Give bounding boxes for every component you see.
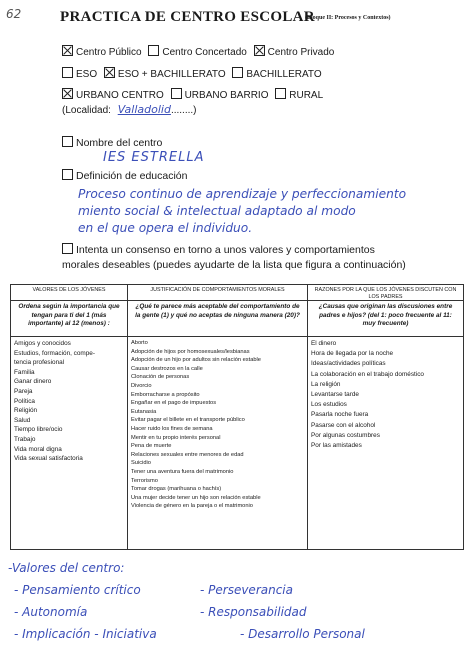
option-label: Centro Privado [267, 47, 335, 58]
table-item: Adopción de hijos por homosexuales/lesbianas [131, 348, 250, 355]
option-label: ESO [76, 69, 98, 80]
table-item: El dinero [311, 340, 337, 347]
option-label: URBANO CENTRO [76, 90, 164, 101]
table-item: Hacer ruido los fines de semana [131, 425, 213, 432]
table-item: Los estudios [311, 401, 347, 409]
consenso-line-1: Intenta un consenso en torno a unos valores y comportamientos [76, 244, 375, 256]
table-item: Aborto [131, 340, 148, 346]
valor-left-1: - Pensamiento crítico [14, 583, 141, 597]
option-label: Centro Público [76, 47, 142, 58]
definicion-checkbox-row[interactable] [62, 169, 188, 182]
table-item: Trabajo [14, 435, 36, 443]
table-item: Familia [14, 368, 35, 376]
table-item: Eutanasia [131, 408, 157, 415]
table-item: Pena de muerte [131, 443, 172, 450]
localidad-value[interactable]: Valladolid [117, 103, 171, 116]
option-label: ESO + BACHILLERATO [117, 69, 226, 80]
level-options [62, 67, 326, 80]
table-item: Religión [14, 407, 38, 415]
table-item: Una mujer decide tener un hijo son relación estable [131, 494, 261, 501]
table-item: Mentir en tu propio interés personal [131, 434, 221, 441]
option-label: Centro Concertado [162, 47, 247, 58]
option-eso[interactable] [62, 69, 97, 80]
table-item: Tener una aventura fuera del matrimonio [131, 468, 234, 475]
table-item: Vida sexual satisfactoria [14, 455, 83, 463]
table-item: Engañar en el pago de impuestos [131, 400, 217, 407]
table-item: Evitar pagar el billete en el transporte público [131, 417, 245, 424]
table-item: Terrorismo [131, 477, 158, 484]
location-options [62, 88, 327, 101]
column-items [128, 337, 307, 513]
consenso-line-2: morales deseables (puedes ayudarte de la lista que figura a continuación) [62, 259, 406, 271]
option-bachillerato[interactable] [232, 69, 321, 80]
checkbox-icon[interactable] [275, 88, 286, 99]
checkbox-icon[interactable] [148, 45, 159, 56]
nombre-label: Nombre del centro [76, 137, 163, 149]
center-type-options [62, 45, 338, 58]
checkbox-checked-icon[interactable] [62, 45, 73, 56]
table-item: Causar destrozos en la calle [131, 365, 203, 372]
nombre-value[interactable]: IES ESTRELLA [103, 150, 205, 165]
table-column-arguments [308, 285, 463, 549]
table-item: Pasarla noche fuera [311, 411, 369, 419]
table-item: Política [14, 397, 35, 405]
page-number: 62 [6, 7, 22, 21]
table-item: Relaciones sexuales entre menores de edad [131, 451, 244, 458]
page-subtitle: (Bloque II: Procesos y Contextos) [305, 15, 391, 21]
option-urbano-barrio[interactable] [171, 90, 269, 101]
column-question: Ordena según la importancia que tengan para ti del 1 (más importante) al 12 (menos) : [11, 301, 127, 337]
column-question: ¿Qué te parece más aceptable del comportamiento de la gente (1) y qué no aceptas de ninguna manera (20)? [128, 301, 307, 337]
table-item: Pareja [14, 387, 33, 395]
column-items [308, 337, 463, 453]
table-item: Vida moral digna [14, 445, 62, 453]
option-urbano-centro[interactable] [62, 90, 164, 101]
option-centro-privado[interactable] [254, 47, 335, 58]
checkbox-icon[interactable] [171, 88, 182, 99]
consenso-checkbox-row[interactable] [62, 243, 375, 256]
table-item: Tiempo libre/ocio [14, 426, 63, 434]
option-rural[interactable] [275, 90, 323, 101]
table-item: Clonación de personas [131, 374, 190, 381]
values-table [10, 284, 464, 550]
table-item: Por las amistades [311, 442, 362, 450]
option-centro-concertado[interactable] [148, 47, 247, 58]
valor-left-3: - Implicación - Iniciativa [14, 627, 157, 641]
localidad-end: ........) [170, 105, 197, 116]
table-item: Adopción de un hijo por adultos sin relación estable [131, 357, 261, 364]
table-column-behaviours [128, 285, 308, 549]
table-column-values [11, 285, 128, 549]
table-item: Violencia de género en la pareja o el matrimonio [131, 503, 253, 510]
table-item: Divorcio [131, 382, 152, 389]
page-title: PRACTICA DE CENTRO ESCOLAR [60, 9, 315, 25]
definicion-line-3[interactable]: en el que opera el individuo. [78, 221, 253, 235]
column-items [11, 337, 127, 466]
table-item: tencia profesional [14, 359, 65, 367]
column-header: RAZONES POR LA QUE LOS JÓVENES DISCUTEN CON LOS PADRES [308, 285, 463, 301]
table-item: Por algunas costumbres [311, 431, 380, 439]
localidad-label: (Localidad: [62, 105, 111, 116]
column-header: JUSTIFICACIÓN DE COMPORTAMIENTOS MORALES [128, 285, 307, 301]
option-label: BACHILLERATO [246, 69, 322, 80]
option-centro-publico[interactable] [62, 47, 142, 58]
table-item: Estudios, formación, compe- [14, 349, 95, 357]
option-label: RURAL [289, 90, 324, 101]
column-question: ¿Causas que originan las discusiones entre padres e hijos? (del 1: poco frecuente al 11: muy frecuente) [308, 301, 463, 337]
checkbox-checked-icon[interactable] [254, 45, 265, 56]
table-item: Ganar dinero [14, 378, 52, 386]
checkbox-checked-icon[interactable] [62, 88, 73, 99]
checkbox-icon[interactable] [62, 169, 73, 180]
checkbox-icon[interactable] [62, 136, 73, 147]
valor-right-3: - Desarrollo Personal [240, 627, 365, 641]
table-item: Salud [14, 416, 31, 424]
table-item: La religión [311, 380, 341, 388]
valor-right-1: - Perseverancia [200, 583, 293, 597]
checkbox-checked-icon[interactable] [104, 67, 115, 78]
definicion-line-1[interactable]: Proceso continuo de aprendizaje y perfeccionamiento [78, 187, 407, 201]
definicion-line-2[interactable]: miento social & intelectual adaptado al modo [78, 204, 356, 218]
table-item: La colaboración en el trabajo doméstico [311, 370, 424, 378]
table-item: Hora de llegada por la noche [311, 350, 394, 358]
table-item: Amigos y conocidos [14, 340, 71, 347]
table-item: Pasarse con el alcohol [311, 421, 376, 429]
table-item: Suicidio [131, 460, 151, 467]
option-label: URBANO BARRIO [184, 90, 269, 101]
valor-right-2: - Responsabilidad [200, 605, 307, 619]
checkbox-icon[interactable] [62, 67, 73, 78]
table-item: Levantarse tarde [311, 391, 359, 399]
table-item: Ideas/actividades políticas [311, 360, 386, 368]
table-item: Tomar drogas (marihuana o hachís) [131, 486, 222, 493]
valor-left-2: - Autonomía [14, 605, 88, 619]
checkbox-icon[interactable] [62, 243, 73, 254]
nombre-checkbox-row[interactable] [62, 136, 162, 149]
checkbox-icon[interactable] [232, 67, 243, 78]
table-item: Emborracharse a propósito [131, 391, 200, 398]
column-header: VALORES DE LOS JÓVENES [11, 285, 127, 301]
option-eso-bachillerato[interactable] [104, 69, 226, 80]
localidad-field[interactable] [62, 103, 201, 116]
valores-heading: -Valores del centro: [8, 561, 125, 575]
definicion-label: Definición de educación [76, 170, 188, 182]
